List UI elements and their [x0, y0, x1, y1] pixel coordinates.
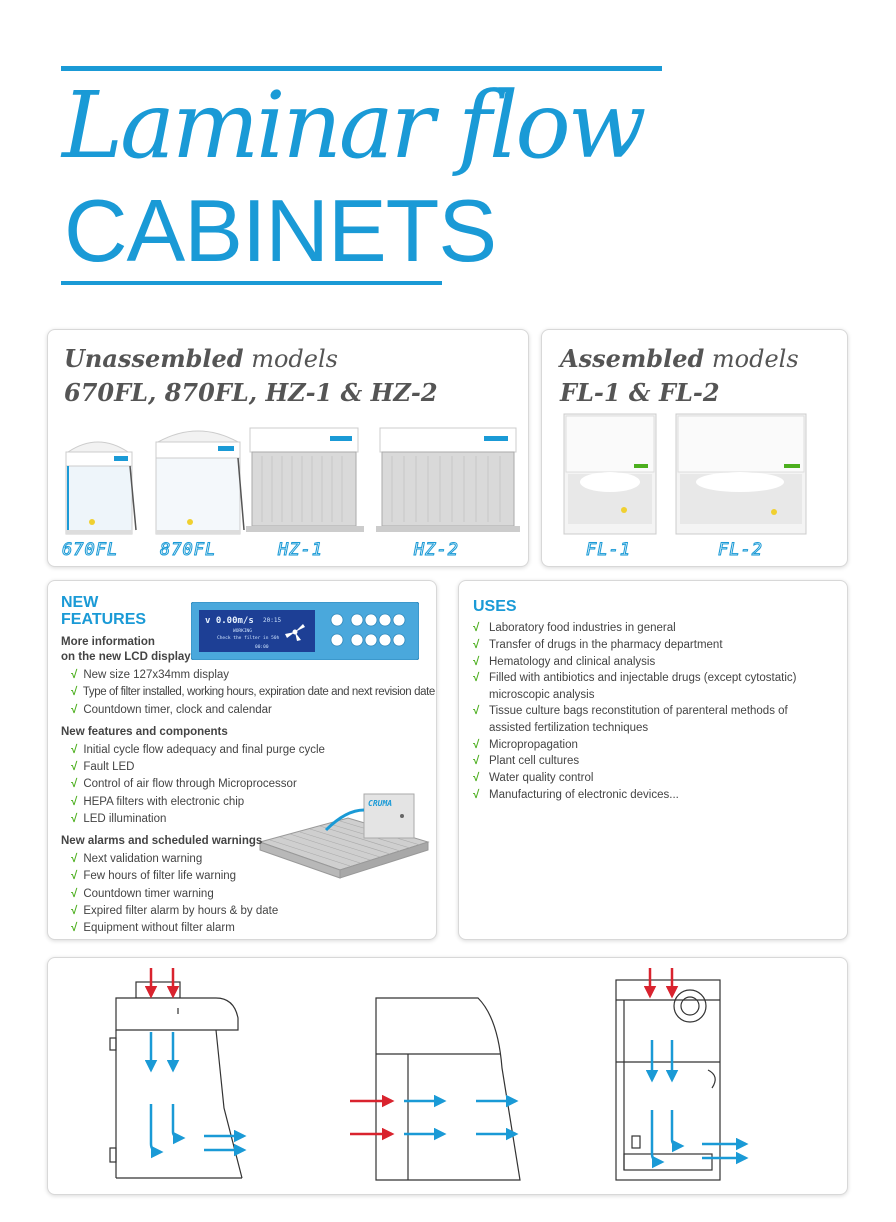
unassembled-heading-bold: Unassembled	[64, 344, 244, 373]
assembled-heading-rest: models	[704, 345, 799, 373]
unassembled-heading-rest: models	[243, 345, 338, 373]
uses-item-5: √ Tissue culture bags reconstitution of parenteral methods of assisted fertilization techniques	[473, 705, 788, 734]
model-label-670fl: 670FL	[62, 540, 119, 560]
hepa-filter-image	[256, 790, 432, 886]
assembled-models-card	[541, 329, 848, 567]
lcd-status-line1: WORKING	[233, 629, 252, 634]
airflow-diagrams-card	[47, 957, 848, 1195]
alarm-item-2: √ Few hours of filter life warning	[71, 870, 237, 882]
unassembled-models-card	[47, 329, 529, 567]
unassembled-heading	[64, 342, 338, 376]
uses-title: USES	[473, 598, 517, 615]
lcd-info-line2: on the new LCD display	[61, 651, 191, 663]
cabinet-hz1-image	[246, 428, 364, 532]
uses-item-9: √ Manufacturing of electronic devices...	[473, 789, 679, 801]
component-item-2: √ Fault LED	[71, 761, 135, 773]
uses-item-4: √ Filled with antibiotics and injectable drugs (except cytostatic) microscopic analysis	[473, 672, 797, 701]
lcd-item-3: √ Countdown timer, clock and calendar	[71, 704, 272, 716]
horizontal-flow-side-diagram	[376, 998, 520, 1180]
lcd-speed: v 0.00m/s	[205, 616, 254, 626]
alarm-item-1: √ Next validation warning	[71, 853, 203, 865]
lcd-item-2: √ Type of filter installed, working hours, expiration date and next revision date	[71, 686, 435, 698]
uses-item-3: √ Hematology and clinical analysis	[473, 656, 656, 668]
new-features-title-line2: FEATURES	[61, 611, 147, 628]
filter-brand-label: CRUMA	[368, 799, 393, 808]
model-label-hz2: HZ-2	[414, 540, 459, 560]
lcd-timer: 00:00	[255, 645, 269, 650]
model-label-fl2: FL-2	[718, 540, 763, 560]
components-heading: New features and components	[61, 726, 228, 738]
uses-item-1: √ Laboratory food industries in general	[473, 622, 676, 634]
title-rule-bottom	[61, 281, 442, 285]
component-item-5: √ LED illumination	[71, 813, 167, 825]
alarm-item-3: √ Countdown timer warning	[71, 888, 214, 900]
uses-item-7: √ Plant cell cultures	[473, 755, 580, 767]
alarm-item-5: √ Equipment without filter alarm	[71, 922, 235, 934]
cabinet-hz2-image	[376, 428, 520, 532]
component-item-4: √ HEPA filters with electronic chip	[71, 796, 245, 808]
assembled-models-line: FL-1 & FL-2	[560, 378, 720, 407]
alarm-item-4: √ Expired filter alarm by hours & by date	[71, 905, 279, 917]
cabinet-870fl-image	[156, 431, 244, 534]
new-features-title-line1: NEW	[61, 594, 99, 611]
unassembled-cabinets-image	[58, 422, 520, 540]
model-label-870fl: 870FL	[160, 540, 217, 560]
uses-item-2: √ Transfer of drugs in the pharmacy department	[473, 639, 723, 651]
lcd-item-1: √ New size 127x34mm display	[71, 669, 230, 681]
alarms-heading: New alarms and scheduled warnings	[61, 835, 263, 847]
model-label-hz1: HZ-1	[278, 540, 323, 560]
cabinet-fl1-image	[564, 414, 656, 534]
assembled-heading	[560, 342, 799, 376]
lcd-display-image	[191, 602, 419, 660]
uses-item-8: √ Water quality control	[473, 772, 594, 784]
assembled-cabinets-image	[560, 412, 840, 540]
airflow-diagrams	[48, 958, 847, 1194]
cabinet-670fl-image	[66, 442, 136, 534]
page-title: Laminar flow	[62, 72, 644, 179]
assembled-heading-bold: Assembled	[560, 344, 705, 373]
uses-item-6: √ Micropropagation	[473, 739, 578, 751]
component-item-3: √ Control of air flow through Microprocessor	[71, 778, 297, 790]
vertical-flow-front-diagram	[616, 980, 720, 1180]
cabinet-fl2-image	[676, 414, 806, 534]
page-subtitle: CABINETS	[64, 181, 497, 280]
model-label-fl1: FL-1	[586, 540, 631, 560]
title-rule-top	[61, 66, 662, 71]
lcd-info-line1: More information	[61, 636, 155, 648]
component-item-1: √ Initial cycle flow adequacy and final purge cycle	[71, 744, 325, 756]
lcd-clock: 20:15	[263, 617, 282, 624]
vertical-flow-side-diagram	[110, 982, 242, 1178]
lcd-status-line2: Check the filter in 50h	[217, 636, 280, 641]
unassembled-models-line: 670FL, 870FL, HZ-1 & HZ-2	[64, 378, 438, 407]
